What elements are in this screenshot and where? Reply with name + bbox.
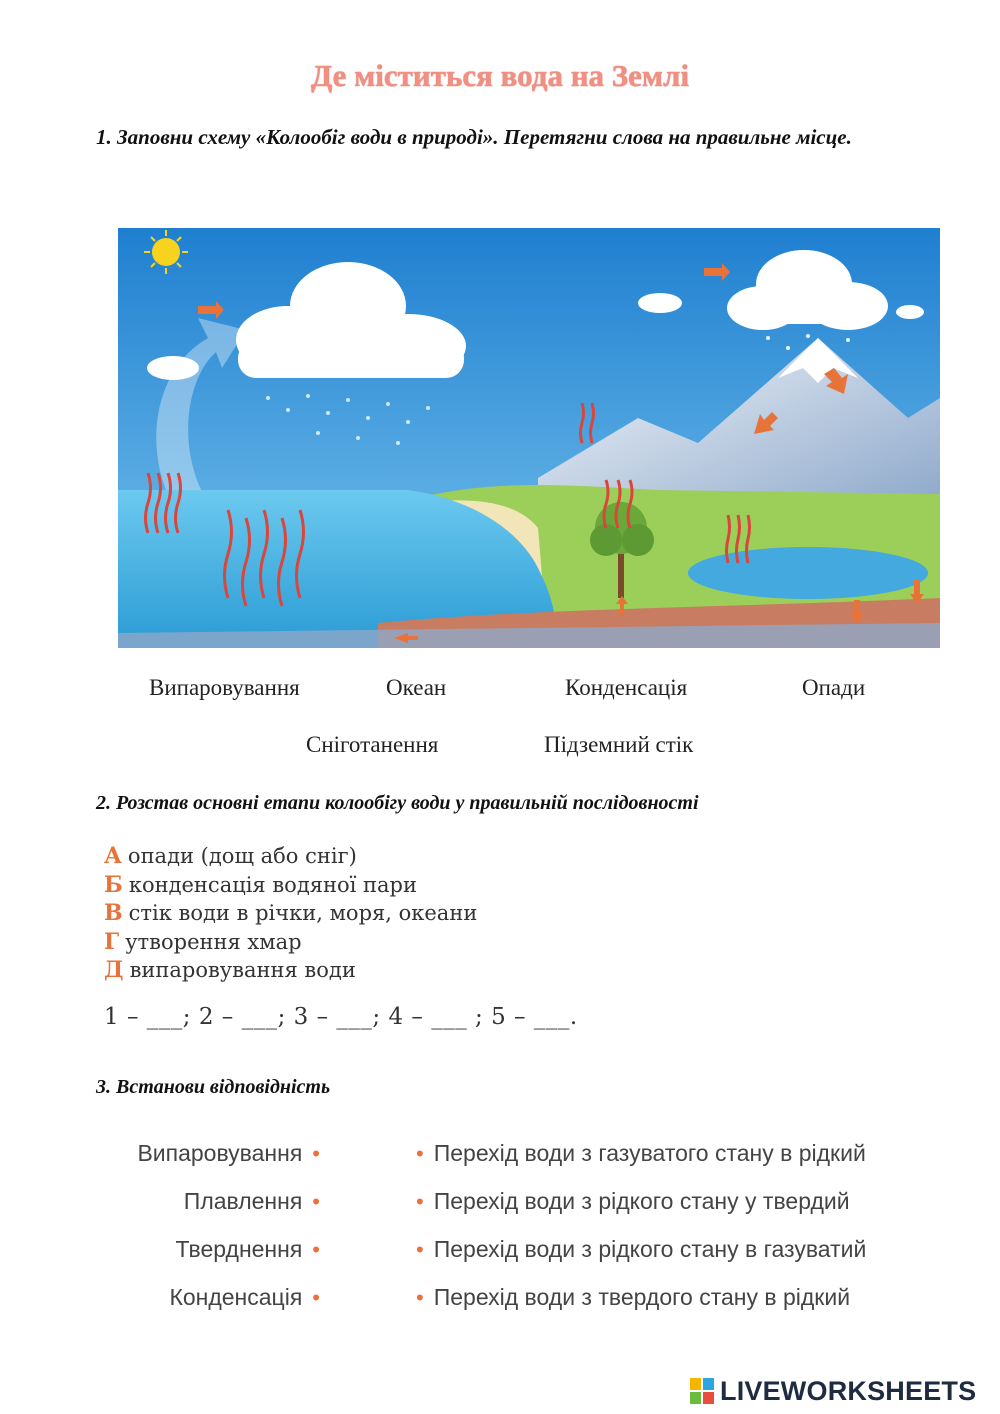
word-ocean[interactable]: Океан: [386, 675, 447, 700]
match-left-item[interactable]: Плавлення •: [183, 1188, 320, 1214]
water-cycle-illustration: [118, 228, 940, 648]
liveworksheets-logo-icon: [690, 1378, 714, 1404]
match-left-item[interactable]: Конденсація •: [169, 1284, 320, 1310]
match-dot-icon[interactable]: •: [312, 1285, 320, 1310]
word-groundwater-runoff[interactable]: Підземний стік: [544, 732, 694, 757]
sun-icon: [152, 238, 180, 266]
stage-item: Б конденсація водяної пари: [104, 871, 417, 898]
stage-item: Г утворення хмар: [104, 928, 302, 955]
match-dot-icon[interactable]: •: [312, 1189, 320, 1214]
sequence-answer-line[interactable]: 1 – ___; 2 – ___; 3 – ___; 4 – ___ ; 5 – ___.: [104, 1004, 578, 1030]
lake: [688, 547, 928, 599]
word-precipitation[interactable]: Опади: [802, 675, 866, 700]
word-snowmelt[interactable]: Сніготанення: [306, 732, 439, 757]
match-right-item[interactable]: • Перехід води з рідкого стану в газуватий: [416, 1236, 867, 1262]
match-right-item[interactable]: • Перехід води з твердого стану в рідкий: [416, 1284, 851, 1310]
brand-name: LIVEWORKSHEETS: [720, 1375, 977, 1406]
small-cloud: [896, 305, 924, 319]
stage-item: А опади (дощ або сніг): [104, 843, 357, 869]
stages-list: [104, 842, 477, 985]
page-title: Де міститься вода на Землі: [310, 58, 690, 93]
match-dot-icon[interactable]: •: [416, 1141, 424, 1166]
task2-instruction: 2. Розстав основні етапи колообігу води у правильній послідовності: [96, 792, 699, 814]
task1-instruction: 1. Заповни схему «Колообіг води в природі». Перетягни слова на правильне місце.: [96, 125, 852, 149]
match-left-item[interactable]: Випаровування •: [137, 1140, 320, 1166]
match-dot-icon[interactable]: •: [312, 1237, 320, 1262]
match-dot-icon[interactable]: •: [312, 1141, 320, 1166]
match-right-item[interactable]: • Перехід води з рідкого стану у твердий: [416, 1188, 850, 1214]
match-left-item[interactable]: Тверднення •: [175, 1236, 320, 1262]
small-cloud: [638, 293, 682, 313]
liveworksheets-logo: [690, 1374, 976, 1408]
word-condensation[interactable]: Конденсація: [565, 675, 688, 700]
word-evaporation[interactable]: Випаровування: [149, 675, 300, 700]
match-dot-icon[interactable]: •: [416, 1189, 424, 1214]
stage-item: Д випаровування води: [104, 957, 356, 983]
match-dot-icon[interactable]: •: [416, 1285, 424, 1310]
match-dot-icon[interactable]: •: [416, 1237, 424, 1262]
stage-item: В стік води в річки, моря, океани: [104, 900, 478, 926]
task3-instruction: 3. Встанови відповідність: [96, 1076, 331, 1098]
match-right-item[interactable]: • Перехід води з газуватого стану в рідкий: [416, 1140, 866, 1166]
